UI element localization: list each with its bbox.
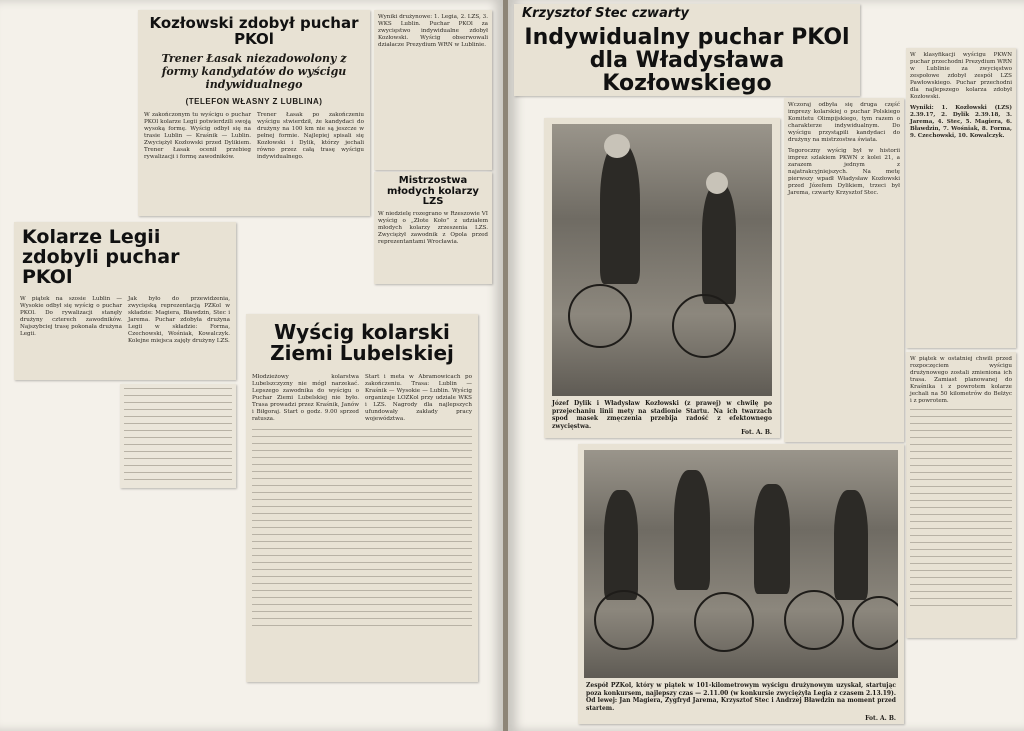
sidebar-text: W klasyfikacji wyścigu PKWN puchar przechodni Prezydium WRN w Lublinie za zwycięstwo zespołowe zdobył zespół LZS Pawłowskiego. Puchar przechodni dla najlepszego kolarza zdobył Kozłowski. xyxy=(910,52,1012,100)
photo2-clip xyxy=(578,444,904,724)
article-kozlowski-puchar xyxy=(138,10,370,216)
article-body-col3: Wyniki drużynowe: 1. Legia, 2. LZS, 3. WKS Lublin. Puchar PKOl za zwycięstwo indywidualne zdobył Kozłowski. Wyścig obserwowali działacze Prezydium WRN w Lublinie. xyxy=(378,14,488,48)
article-body-col2: Tegoroczny wyścig był w historii imprez szlakiem PKWN z kolei 21, a zarazem jednym z najatrakcyjniejszych. Na metę pierwszy wpadł Władysław Kozłowski przed Józefem Dylikiem, trzeci był Jarema, czwarty Krzysztof Stec. xyxy=(788,148,900,196)
article-headline: Kolarze Legii zdobyli puchar PKOl xyxy=(22,226,180,288)
article-kolarze-legii-cont xyxy=(120,384,236,488)
article-body-fill xyxy=(252,429,472,629)
right-page xyxy=(508,0,1024,731)
photo2-caption: Zespół PZKol, który w piątek w 101-kilometrowym wyścigu drużynowym uzyskał, startując poza konkursem, najlepszy czas — 2.11.00 (w konkursie zwyciężyła Legia z czasem 2.13.19). Od lewej: Jan Magiera, Zygfryd Jarema, Krzysztof Stec i Andrzej Bławdzin na moment przed startem. xyxy=(586,682,896,712)
main-article-body xyxy=(784,98,904,442)
photo1-caption: Józef Dylik i Władysław Kozłowski (z prawej) w chwilę po przejechaniu linii mety na stadionie Startu. Na ich twarzach spod masek zmęczenia przebija radość z efektownego zwycięstwa. xyxy=(552,400,772,430)
cyclists-finish-photo xyxy=(552,124,772,396)
article-mistrzostwa-lzs xyxy=(374,172,492,284)
article-body: W niedzielę rozegrano w Rzeszowie VI wyścig o „Złote Koło” z udziałem młodych kolarzy zrzeszenia LZS. Zwyciężył zawodnik z Opola przed reprezentantami Wrocławia. xyxy=(378,210,488,245)
photo1-clip xyxy=(544,118,780,438)
sidebar-results: Wyniki: 1. Kozłowski (LZS) 2.39.17, 2. Dylik 2.39.18, 3. Jarema, 4. Stec, 5. Magiera, 6. Bławdzin, 7. Wośniak, 8. Forma, 9. Czechowski, 10. Kowalczyk. xyxy=(910,105,1012,139)
article-body-col2-cont xyxy=(124,388,232,484)
article-wyscig-ziemi-lubelskiej xyxy=(246,314,478,682)
sidebar-text-2: W piątek w ostatniej chwili przed rozpoczęciem wyścigu drużynowego zostali zmieniona ich trasa. Zamiast planowanej do Kraśnika i z powrotem kolarze jechali na 50 kilometrów do Bełżyc i z powrotem. xyxy=(910,356,1012,404)
article-kozlowski-puchar-cont xyxy=(374,10,492,170)
article-body-col1: Wczoraj odbyła się druga część imprezy kolarskiej o puchar Polskiego Komitetu Olimpijskiego, tym razem o charakterze indywidualnym. Do wyścigu przystąpili kandydaci do drużyny na mistrzostwa świata. xyxy=(788,102,900,143)
sidebar-text-fill xyxy=(910,409,1012,609)
article-body-col1: W zakończonym tu wyścigu o puchar PKOl kolarze Legii potwierdzili swoją wysoką formę. Wyścig odbył się na trasie Lublin — Kraśnik — Lublin. Zwyciężył Kozłowski przed Dylikiem. Trener Łasak ocenił przebieg rywalizacji i formę zawodników. xyxy=(144,112,251,161)
article-subhead: Trener Łasak niezadowolony z formy kandydatów do wyścigu indywidualnego xyxy=(161,51,347,91)
photo1-credit: Fot. A. B. xyxy=(741,428,772,436)
main-headline: Indywidualny puchar PKOl dla Władysława Kozłowskiego xyxy=(524,24,850,96)
results-sidebar xyxy=(906,48,1016,348)
article-body-col2: Trener Łasak po zakończeniu wyścigu stwierdził, że kandydaci do drużyny na 100 km nie są jeszcze w pełnej formie. Najlepiej spisali się Kozłowski i Dylik, którzy jechali równo przez całą trasę wyścigu indywidualnego. xyxy=(257,112,364,161)
dateline: (TELEFON WŁASNY Z LUBLINA) xyxy=(185,97,323,107)
article-body-col2: Jak było do przewidzenia, zwycięską reprezentacją PZKol w składzie: Magiera, Bławdzin, Stec i Jarema. Puchar zdobyła drużyna Legii w składzie: Forma, Czechowski, Wośniak, Kowalczyk. Kolejne miejsca zajęły drużyny LZS. xyxy=(128,295,230,344)
sidebar-followup xyxy=(906,352,1016,638)
kicker: Krzysztof Stec czwarty xyxy=(522,6,689,21)
photo2-credit: Fot. A. B. xyxy=(865,714,896,722)
main-headline-block xyxy=(514,4,860,96)
article-kolarze-legii xyxy=(14,222,236,380)
article-headline: Wyścig kolarski Ziemi Lubelskiej xyxy=(270,320,454,365)
article-body-col2: Start i meta w Abramowicach po zakończeniu. Trasa: Lublin — Kraśnik — Wysokie — Lublin. Wyścig organizuje LOZKol przy udziale WKS i LZS. Nagrody dla najlepszych ufundowały zakłady pracy województwa. xyxy=(365,374,472,422)
left-page xyxy=(0,0,504,731)
team-start-photo xyxy=(584,450,898,678)
article-body-col1: W piątek na szosie Lublin — Wysokie odbył się wyścig o puchar PKOl. Do rywalizacji stanęły drużyny czterech zawodników. Najszybciej trasę pokonała drużyna Legii. xyxy=(20,295,122,337)
article-body-col1: Młodzieżowy kolarstwa Lubelszczyzny nie mógł narzekać. Lepszego zawodnika do wyścigu o Puchar Ziemi Lubelskiej nie było. Trasa prowadzi przez Kraśnik, Janów i Biłgoraj. Start o godz. 9.00 sprzed ratusza. xyxy=(252,374,359,422)
article-headline: Kozłowski zdobył puchar PKOl xyxy=(149,14,359,48)
article-headline: Mistrzostwa młodych kolarzy LZS xyxy=(387,175,479,207)
